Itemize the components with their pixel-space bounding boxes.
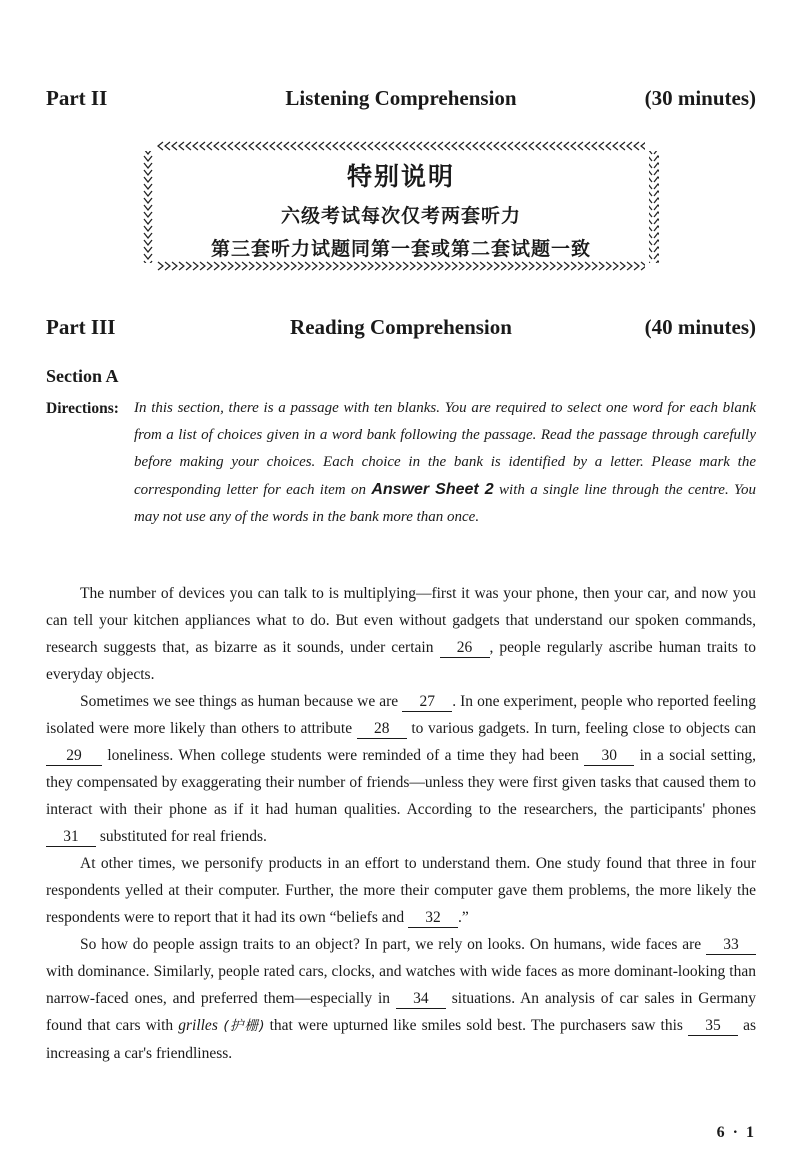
part-label: Part III [46, 315, 116, 339]
special-notice-box [143, 141, 659, 271]
blank-34: 34 [396, 990, 446, 1009]
notice-title: 特别说明 [346, 162, 455, 191]
part-ii-header [46, 86, 756, 111]
part-label: Part II [46, 86, 108, 110]
part-iii-header [46, 315, 756, 340]
directions-label: Directions: [46, 400, 119, 417]
blank-32: 32 [408, 909, 458, 928]
grilles-term: grilles [178, 1017, 218, 1034]
section-title: Section A [46, 366, 119, 386]
blank-35: 35 [688, 1017, 738, 1036]
directions-block [46, 395, 756, 531]
blank-31: 31 [46, 828, 96, 847]
blank-30: 30 [584, 747, 634, 766]
blank-29: 29 [46, 747, 102, 766]
answer-sheet-ref: Answer Sheet 2 [371, 481, 494, 498]
blank-27: 27 [402, 693, 452, 712]
blank-26: 26 [440, 639, 490, 658]
notice-line-1: 六级考试每次仅考两套听力 [280, 205, 521, 227]
part-time: (30 minutes) [644, 86, 756, 110]
page-number: 6 · 1 [716, 1124, 756, 1141]
blank-28: 28 [357, 720, 407, 739]
part-time: (40 minutes) [644, 315, 756, 339]
paragraph-4: So how do people assign traits to an object? In part, we rely on looks. On humans, wide faces are 33 with dominance. Similarly, people rated cars, clocks, and watches with wide faces as more dominant-looking than narrow-faced ones, and preferred them—especially in 34 situations. An analysis of car sales in Germany found that cars with grilles (护栅) that were upturned like smiles sold best. The purchasers saw this 35 as increasing a car's friendliness. [46, 936, 757, 1062]
paragraph-1: The number of devices you can talk to is multiplying—first it was your phone, then your car, and now you can tell your kitchen appliances what to do. But even without gadgets that understand our spoken commands, research suggests that, as bizarre as it sounds, under certain 26 , people regularly ascribe human traits to everyday objects. [46, 585, 757, 683]
grilles-chinese-gloss: (护栅) [217, 1018, 265, 1034]
directions-text: In this section, there is a passage with ten blanks. You are required to select one word for each blank from a list of choices given in a word bank following the passage. Read the passage through carefully before making your choices. Each choice in the bank is identified by a letter. Please mark the corresponding letter for each item on Answer Sheet 2 with a single line through the centre. You may not use any of the words in the bank more than once. [134, 400, 757, 525]
part-title: Reading Comprehension [290, 315, 512, 339]
blank-33: 33 [706, 936, 756, 955]
notice-line-2: 第三套听力试题同第一套或第二套试题一致 [210, 238, 591, 260]
paragraph-2: Sometimes we see things as human because we are 27 . In one experiment, people who reported feeling isolated were more likely than others to attribute 28 to various gadgets. In turn, feeling close to objects can 29 loneliness. When college students were reminded of a time they had been 30 in a social setting, they compensated by exaggerating their number of friends—unless they were first given tasks that caused them to interact with their phone as if it had human qualities. According to the researchers, the participants' phones 31 substituted for real friends. [46, 693, 757, 845]
passage [46, 580, 756, 1067]
part-title: Listening Comprehension [285, 86, 517, 110]
paragraph-3: At other times, we personify products in an effort to understand them. One study found that three in four respondents yelled at their computer. Further, the more their computer gave them problems, the more likely the respondents were to report that it had its own “beliefs and 32 .” [46, 855, 756, 926]
